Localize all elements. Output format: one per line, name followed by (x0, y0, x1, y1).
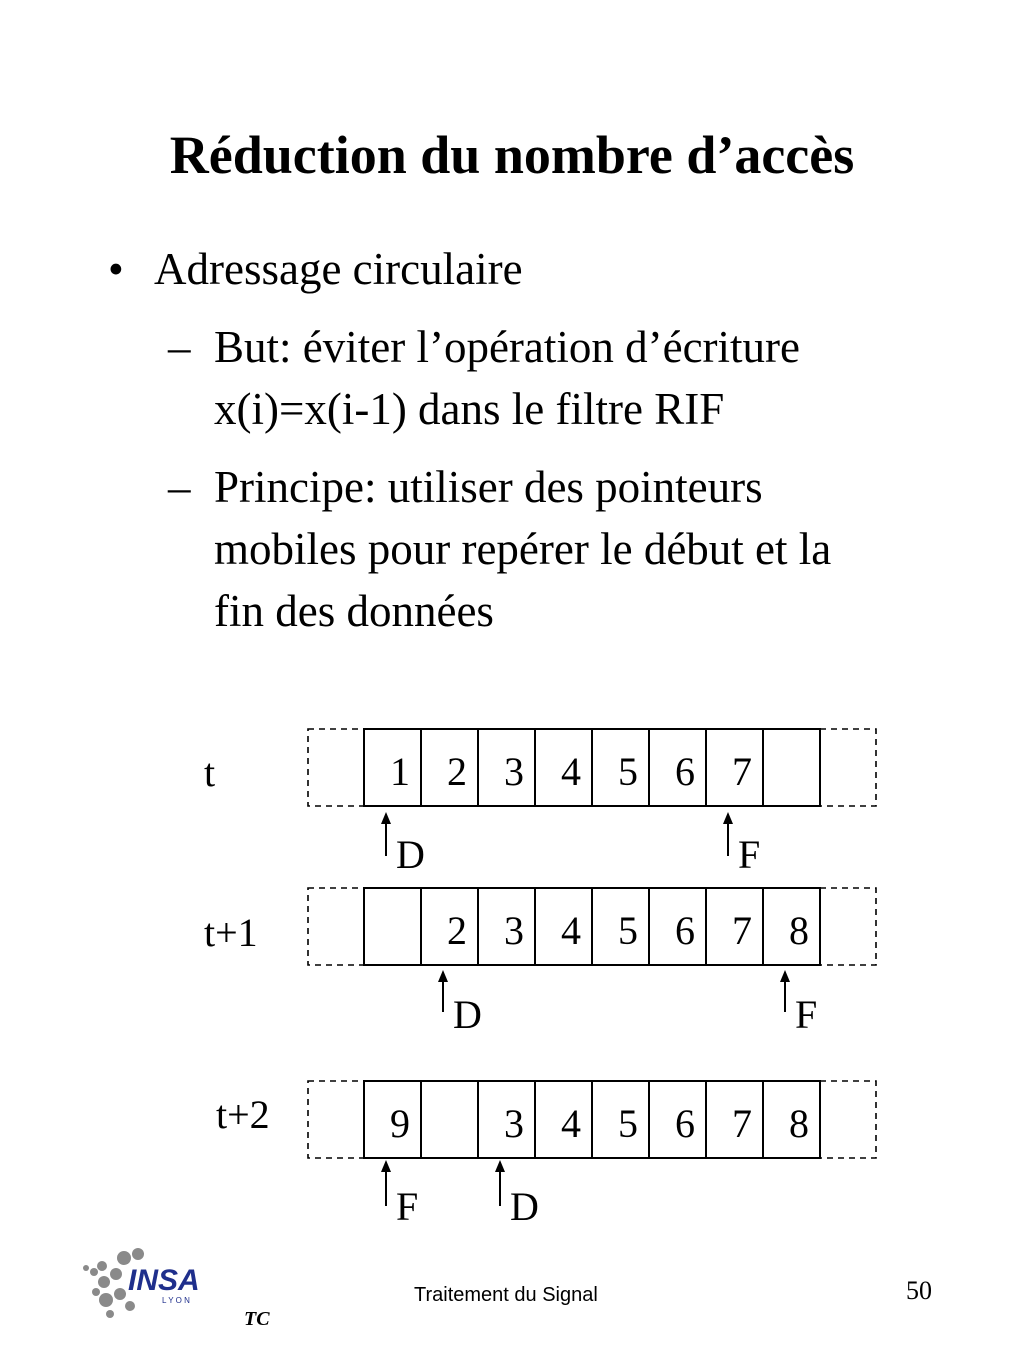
time-label: t+2 (216, 1092, 270, 1137)
pointer-arrowhead (780, 970, 790, 982)
sub-item-dash: – (168, 462, 191, 512)
pointer-arrowhead (495, 1160, 505, 1172)
buffer-cell-value: 8 (789, 908, 809, 953)
department-label: TC (244, 1308, 270, 1330)
page-number: 50 (906, 1276, 932, 1305)
buffer-cell-value: 1 (390, 749, 410, 794)
insa-logo (80, 1246, 230, 1323)
logo-wordmark: INSA (128, 1264, 200, 1297)
buffer-cell-value: 5 (618, 1101, 638, 1146)
buffer-cell (364, 888, 421, 965)
bullet-text: Adressage circulaire (154, 244, 523, 294)
buffer-cell-value: 4 (561, 908, 581, 953)
pointer-label: F (795, 992, 818, 1037)
buffer-cell-value: 3 (504, 908, 524, 953)
sub-item-dash: – (168, 322, 191, 372)
buffer-cell-value: 7 (732, 1101, 752, 1146)
buffer-cell-value: 5 (618, 908, 638, 953)
logo-subtext: L Y O N (162, 1296, 190, 1305)
buffer-cell-value: 8 (789, 1101, 809, 1146)
pointer-label: D (453, 992, 482, 1037)
ghost-cell-left (308, 888, 364, 965)
ghost-cell-right (820, 729, 876, 806)
time-label: t (204, 750, 216, 795)
insa-logo-icon (80, 1246, 230, 1318)
pointer-arrowhead (381, 812, 391, 824)
buffer-cell-value: 6 (675, 908, 695, 953)
sub-item-line: Principe: utiliser des pointeurs (214, 462, 763, 512)
sub-item-line: But: éviter l’opération d’écriture (214, 322, 801, 372)
buffer-cell-value: 7 (732, 908, 752, 953)
buffer-cell-value: 2 (447, 908, 467, 953)
ghost-cell-right (820, 888, 876, 965)
buffer-cell-value: 4 (561, 1101, 581, 1146)
buffer-cell-value: 6 (675, 749, 695, 794)
buffer-cell-value: 3 (504, 1101, 524, 1146)
buffer-cell-value: 6 (675, 1101, 695, 1146)
sub-item-line: fin des données (214, 586, 494, 636)
pointer-label: D (396, 832, 425, 877)
buffer-cell-value: 7 (732, 749, 752, 794)
buffer-cell-value: 2 (447, 749, 467, 794)
pointer-label: D (510, 1184, 539, 1229)
buffer-cell (763, 729, 820, 806)
buffer-row (216, 1081, 876, 1229)
buffer-cell-value: 4 (561, 749, 581, 794)
buffer-cell-value: 9 (390, 1101, 410, 1146)
pointer-arrowhead (381, 1160, 391, 1172)
ghost-cell-left (308, 729, 364, 806)
time-label: t+1 (204, 910, 258, 955)
ghost-cell-right (820, 1081, 876, 1158)
bullet-symbol: • (108, 244, 124, 294)
pointer-label: F (396, 1184, 419, 1229)
buffer-row (204, 888, 876, 1037)
buffer-row (204, 729, 876, 877)
footer-title: Traitement du Signal (414, 1284, 598, 1306)
pointer-arrowhead (723, 812, 733, 824)
sub-item-line: mobiles pour repérer le début et la (214, 524, 832, 574)
sub-item-line: x(i)=x(i-1) dans le filtre RIF (214, 384, 725, 434)
pointer-arrowhead (438, 970, 448, 982)
slide-title: Réduction du nombre d’accès (169, 125, 855, 185)
pointer-label: F (738, 832, 761, 877)
buffer-cell-value: 5 (618, 749, 638, 794)
buffer-cell (421, 1081, 478, 1158)
ghost-cell-left (308, 1081, 364, 1158)
buffer-cell-value: 3 (504, 749, 524, 794)
